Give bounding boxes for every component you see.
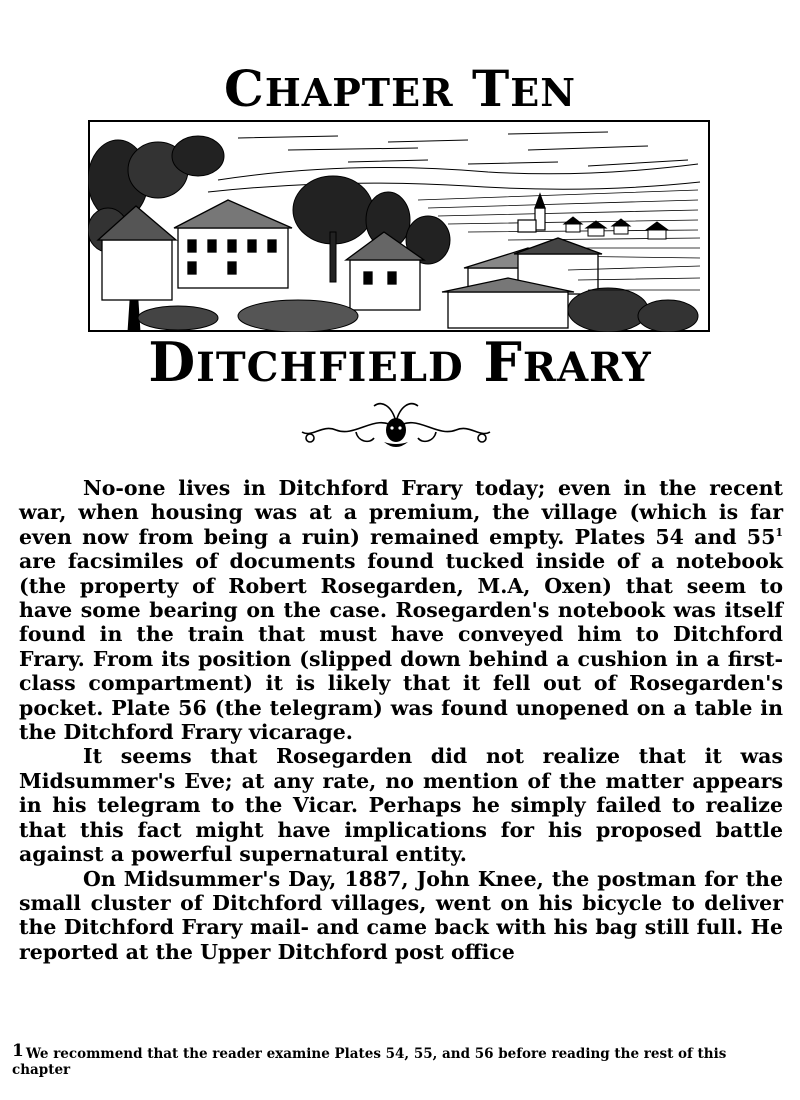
chapter-body xyxy=(19,476,783,964)
place-heading xyxy=(0,330,800,400)
chapter-word-2: EN xyxy=(510,70,576,115)
paragraph-1-text-b: are facsimiles of documents found tucked inside of a notebook (the property of Robert Rosegarden, M.A, Oxen) that seem to have some bearing on the case. Rosegarden's notebook was itself found in the train that must have conveyed him to Ditchford Frary. From its position (slipped down behind a cushion in a first-class compartment) it is likely that it fell out of Rosegarden's pocket. Plate 56 (the telegram) was found unopened on a table in the Ditchford Frary vicarage. xyxy=(19,549,783,745)
chapter-initial-2: T xyxy=(472,59,511,118)
floral-scroll-ornament-icon xyxy=(296,392,496,456)
village-landscape-icon xyxy=(88,120,710,332)
place-word-2: RARY xyxy=(522,344,652,391)
footnote-mark: 1 xyxy=(12,1041,24,1061)
chapter-initial-1: C xyxy=(224,59,265,118)
place-initial-2: F xyxy=(483,330,523,394)
paragraph-3: On Midsummer's Day, 1887, John Knee, the postman for the small cluster of Ditchford villages, went on his bicycle to deliver the Ditchford Frary mail- and came back with his bag still full. He reported at the Upper Ditchford post office xyxy=(19,866,783,964)
paragraph-1-text-a: No-one lives in Ditchford Frary today; even in the recent war, when housing was at a premium, the village (which is far even now from being a ruin) remained empty. Plates 54 and 55 xyxy=(19,476,783,549)
village-landscape-illustration xyxy=(88,120,710,332)
footnote-text: We recommend that the reader examine Plates 54, 55, and 56 before reading the rest of this chapter xyxy=(12,1046,727,1078)
chapter-heading xyxy=(0,58,800,124)
place-word-1: ITCHFIELD xyxy=(196,344,464,391)
footnote-reference: 1 xyxy=(775,525,783,539)
paragraph-2: It seems that Rosegarden did not realize that it was Midsummer's Eve; at any rate, no mention of the matter appears in his telegram to the Vicar. Perhaps he simply failed to realize that this fact might have implications for his proposed battle against a powerful supernatural entity. xyxy=(19,744,783,867)
chapter-word-1: HAPTER xyxy=(264,70,454,115)
footnote xyxy=(12,1043,782,1078)
paragraph-1 xyxy=(19,476,783,744)
place-initial-1: D xyxy=(148,330,197,394)
